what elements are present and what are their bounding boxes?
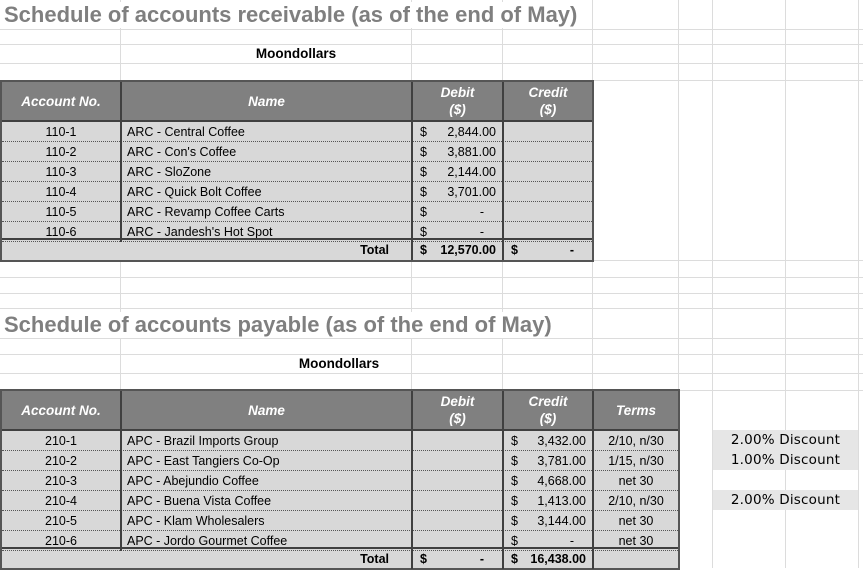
debit-cell [413, 122, 504, 142]
credit-cell [504, 122, 592, 142]
account-name: ARC - SloZone [122, 162, 413, 182]
credit-cell [504, 511, 594, 531]
account-number: 110-4 [2, 182, 122, 202]
account-number: 110-2 [2, 142, 122, 162]
credit-cell [504, 142, 592, 162]
account-name: ARC - Jandesh's Hot Spot [122, 222, 413, 242]
debit-cell [413, 202, 504, 222]
credit-cell [504, 471, 594, 491]
account-number: 110-5 [2, 202, 122, 222]
account-number: 210-3 [2, 471, 122, 491]
receivable-table [0, 80, 594, 262]
total-label: Total [2, 549, 413, 569]
discount-cell: 2.00% Discount [713, 430, 858, 450]
total-credit-value: 16,438.00 [530, 552, 586, 566]
debit-value: 3,881.00 [447, 145, 496, 159]
credit-symbol: $ [511, 434, 518, 448]
header-name: Name [122, 391, 413, 429]
terms-cell: net 30 [618, 514, 654, 528]
credit-symbol: $ [511, 474, 518, 488]
account-number: 210-1 [2, 431, 122, 451]
receivable-total-row [2, 238, 592, 260]
credit-symbol: $ [511, 494, 518, 508]
credit-value: 4,668.00 [537, 474, 586, 488]
credit-cell [504, 202, 592, 222]
account-number: 210-6 [2, 531, 122, 551]
total-credit [504, 240, 592, 260]
debit-value: 2,144.00 [447, 165, 496, 179]
table-row [2, 491, 678, 511]
credit-cell [504, 491, 594, 511]
account-name: ARC - Quick Bolt Coffee [122, 182, 413, 202]
table-row [2, 142, 592, 162]
credit-cell [504, 162, 592, 182]
credit-cell [504, 451, 594, 471]
account-name: ARC - Revamp Coffee Carts [122, 202, 413, 222]
credit-symbol: $ [511, 454, 518, 468]
account-name: APC - East Tangiers Co-Op [122, 451, 413, 471]
total-credit-symbol: $ [511, 243, 518, 257]
payable-currency: Moondollars [298, 356, 380, 371]
debit-cell [413, 451, 504, 471]
account-number: 210-2 [2, 451, 122, 471]
debit-cell [413, 511, 504, 531]
discount-cell: 1.00% Discount [713, 450, 858, 470]
total-debit-value: - [479, 552, 484, 566]
account-name: APC - Klam Wholesalers [122, 511, 413, 531]
account-number: 210-5 [2, 511, 122, 531]
debit-cell [413, 162, 504, 182]
credit-symbol: $ [511, 514, 518, 528]
total-credit-value: - [569, 243, 574, 257]
account-name: ARC - Con's Coffee [122, 142, 413, 162]
header-credit: Credit ($) [504, 391, 594, 429]
header-terms: Terms [594, 391, 678, 429]
header-account-no: Account No. [2, 391, 122, 429]
total-credit-symbol: $ [511, 552, 518, 566]
terms-cell: 1/15, n/30 [608, 454, 664, 468]
total-debit-symbol: $ [420, 243, 427, 257]
header-debit: Debit ($) [413, 82, 504, 120]
credit-value: 3,144.00 [537, 514, 586, 528]
credit-value: 3,432.00 [537, 434, 586, 448]
credit-cell [504, 431, 594, 451]
total-debit [413, 240, 504, 260]
total-label: Total [2, 240, 413, 260]
debit-cell [413, 142, 504, 162]
credit-value: 1,413.00 [537, 494, 586, 508]
terms-cell: net 30 [618, 534, 654, 548]
table-row [2, 471, 678, 491]
debit-symbol: $ [420, 165, 427, 179]
total-debit-symbol: $ [420, 552, 427, 566]
terms-cell: 2/10, n/30 [608, 494, 664, 508]
debit-cell [413, 491, 504, 511]
table-row [2, 202, 592, 222]
table-row [2, 511, 678, 531]
debit-symbol: $ [420, 145, 427, 159]
payable-table [0, 389, 680, 570]
debit-cell [413, 471, 504, 491]
terms-cell: net 30 [618, 474, 654, 488]
terms-cell: 2/10, n/30 [608, 434, 664, 448]
account-number: 210-4 [2, 491, 122, 511]
receivable-title: Schedule of accounts receivable (as of the end of May) [4, 2, 581, 28]
payable-total-row [2, 547, 678, 569]
header-credit: Credit ($) [504, 82, 592, 120]
debit-symbol: $ [420, 125, 427, 139]
account-number: 110-1 [2, 122, 122, 142]
account-name: APC - Brazil Imports Group [122, 431, 413, 451]
table-row [2, 122, 592, 142]
account-number: 110-6 [2, 222, 122, 242]
account-name: ARC - Central Coffee [122, 122, 413, 142]
table-row [2, 431, 678, 451]
debit-value: 2,844.00 [447, 125, 496, 139]
account-name: APC - Abejundio Coffee [122, 471, 413, 491]
table-row [2, 451, 678, 471]
debit-value: - [479, 205, 484, 219]
header-account-no: Account No. [2, 82, 122, 120]
credit-symbol: $ [511, 534, 518, 548]
receivable-currency: Moondollars [255, 46, 337, 61]
debit-symbol: $ [420, 185, 427, 199]
total-debit-value: 12,570.00 [440, 243, 496, 257]
header-debit: Debit ($) [413, 391, 504, 429]
debit-symbol: $ [420, 225, 427, 239]
total-credit [504, 549, 594, 569]
debit-cell [413, 431, 504, 451]
account-number: 110-3 [2, 162, 122, 182]
account-name: APC - Jordo Gourmet Coffee [122, 531, 413, 551]
credit-value: 3,781.00 [537, 454, 586, 468]
debit-value: - [479, 225, 484, 239]
table-row [2, 182, 592, 202]
total-debit [413, 549, 504, 569]
credit-value: - [569, 534, 574, 548]
header-name: Name [122, 82, 413, 120]
debit-symbol: $ [420, 205, 427, 219]
credit-cell [504, 182, 592, 202]
table-row [2, 162, 592, 182]
payable-title: Schedule of accounts payable (as of the end of May) [4, 312, 556, 338]
account-name: APC - Buena Vista Coffee [122, 491, 413, 511]
discount-cell: 2.00% Discount [713, 490, 858, 510]
debit-value: 3,701.00 [447, 185, 496, 199]
debit-cell [413, 182, 504, 202]
